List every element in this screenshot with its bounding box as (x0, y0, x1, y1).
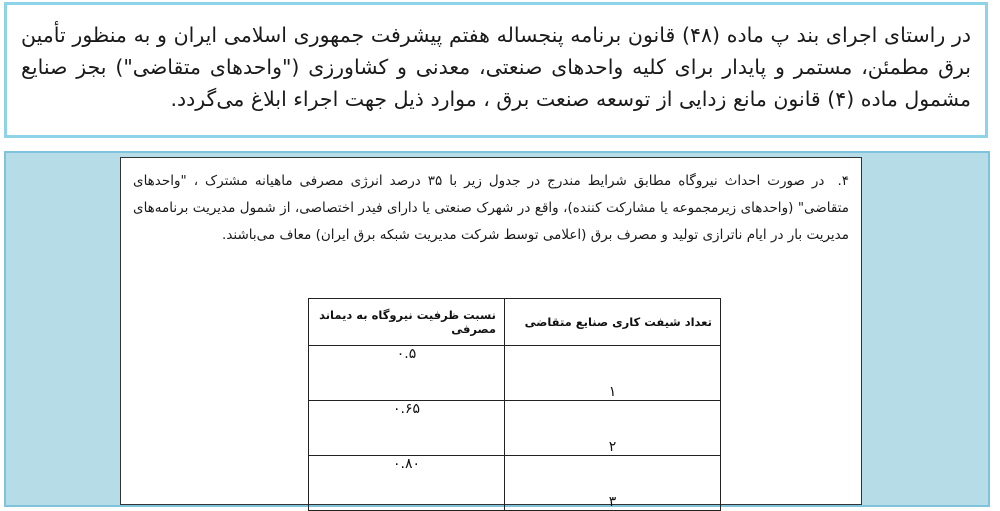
table-row (309, 456, 721, 511)
cell-shift: ۲ (505, 401, 721, 456)
cell-ratio: ۰.۶۵ (309, 401, 505, 456)
table-header-row (309, 299, 721, 346)
cell-ratio: ۰.۵ (309, 346, 505, 401)
clause-panel (4, 151, 990, 510)
intro-paragraph: در راستای اجرای بند پ ماده (۴۸) قانون برنامه پنجساله هفتم پیشرفت جمهوری اسلامی ایران و به منظور تأمین برق مطمئن، مستمر و پایدار برای کلیه واحدهای صنعتی، معدنی و کشاورزی ("واحدهای متقاضی") بجز صنایع مشمول ماده (۴) قانون مانع زدایی از توسعه صنعت برق ، موارد ذیل جهت اجراء ابلاغ می‌گردد. (21, 23, 971, 111)
cell-ratio: ۰.۸۰ (309, 456, 505, 511)
table-row (309, 401, 721, 456)
exemption-table (308, 298, 721, 511)
clause-text: در صورت احداث نیروگاه مطابق شرایط مندرج در جدول زیر با ۳۵ درصد انرژی مصرفی ماهیانه مشترک ، "واحدهای متقاضی" (واحدهای زیرمجموعه یا مشارکت کننده)، واقع در شهرک صنعتی یا دارای فیدر اختصاصی، از شمول مدیریت برنامه‌های مدیریت بار در ایام ناترازی تولید و مصرف برق (اعلامی توسط شرکت مدیریت شبکه برق ایران) معاف می‌باشند. (133, 173, 849, 243)
cell-shift: ۳ (505, 456, 721, 511)
clause-box (120, 157, 862, 510)
cell-shift: ۱ (505, 346, 721, 401)
clause-number: ۴. (837, 173, 850, 189)
header-capacity-ratio: نسبت ظرفیت نیروگاه به دیماند مصرفی (309, 299, 505, 346)
table-row (309, 346, 721, 401)
intro-box (4, 2, 988, 138)
clause-paragraph (133, 168, 849, 249)
header-shift-count: تعداد شیفت کاری صنایع متقاضی (505, 299, 721, 346)
